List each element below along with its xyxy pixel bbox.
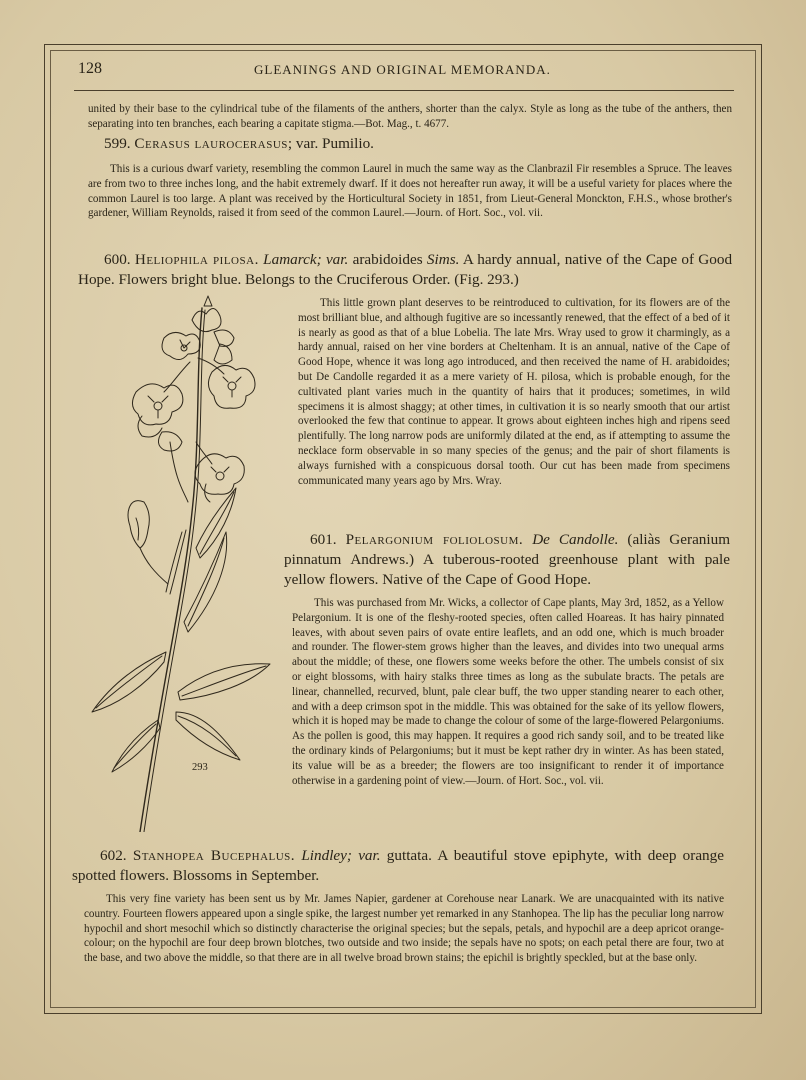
entry-600-authority: Lamarck; var. — [263, 251, 349, 268]
entry-600-body — [298, 296, 730, 488]
running-head: GLEANINGS AND ORIGINAL MEMORANDA. — [254, 62, 551, 77]
entry-599-variety: ; var. Pumilio. — [287, 135, 374, 152]
page-header — [74, 58, 734, 84]
entry-602-variety: guttata. — [386, 847, 432, 864]
header-rule — [74, 90, 734, 91]
intro-text: united by their base to the cylindrical tube of the filaments of the anthers, shorter than the calyx. Style as long as the tube of the anthers, then separating into ten branches, each bearing a capitate stigma.—Bot. Mag., t. 4677. — [88, 103, 732, 130]
entry-599-body — [88, 162, 732, 221]
entry-599-heading — [104, 134, 724, 154]
heliophila-illustration — [84, 292, 298, 832]
leaf-left-icon — [92, 652, 166, 772]
entry-600-name: Heliophila pilosa. — [134, 251, 259, 268]
entry-602-heading — [72, 846, 724, 886]
flower-cluster-icon — [162, 296, 234, 364]
entry-600-description: A hardy annual, native of the Cape of Good Hope. Flowers bright blue. Belongs to the Cruciferous Order. (Fig. 293.) — [78, 251, 733, 288]
entry-602-body — [84, 892, 724, 966]
intro-paragraph — [88, 102, 732, 132]
entry-600-text: This little grown plant deserves to be reintroduced to cultivation, for its flowers are of the most brilliant blue, and although fugitive are so incessantly renewed, that the effect of a bed of it is nearly as good as that of a blue Lobelia. The late Mrs. Wray used to grow it charmingly, as a hardy annual, raised on her vine borders at Cheltenham. It is an annual, native of the Cape of Good Hope, whence it was long ago introduced, and then received the name of H. arabidoides; but De Candolle regarded it as a mere variety of H. pilosa, which is probable enough, for the cultivated plant varies much in the quantity of hairs that it produces; sometimes, in wild specimens it is almost shaggy; at other times, in cultivation it is so nearly smooth that our artist overlooked the few that continue to appear. It grows about eighteen inches high and ripens seed plentifully. The long narrow pods are uniformly dilated at the end, as if attempting to assume the necklace form observable in so many species of the genus; and the pair of short filaments is always furnished with a conspicuous dorsal tooth. Our cut has been made from specimens communicated many years ago by Mrs. Wray. — [298, 297, 730, 487]
entry-602-text: This very fine variety has been sent us by Mr. James Napier, gardener at Corehouse near Lanark. We are unacquainted with its native country. Fourteen flowers appeared upon a single spike, the largest number yet remarked in any Stanhopea. The lip has the peculiar long narrow hypochil and short mesochil which so distinctly characterise the original species; but the sepals, petals, and hypochil are a deep apricot orange-colour; on the hypochil are four deep brown blotches, two outside and two inside; the sepals have no spots; on each petal there are four, two at the base, and two above the middle, so that there are in all twelve broad brown stains; the epichil is brightly speckled, but at the base only. — [84, 893, 724, 965]
entry-601-description: A tuberous-rooted greenhouse plant with pale yellow flowers. Native of the Cape of Good Hope. — [284, 551, 730, 588]
flower-right-icon — [208, 365, 255, 408]
seed-pod-icon — [128, 501, 168, 584]
entry-601-text: This was purchased from Mr. Wicks, a collector of Cape plants, May 3rd, 1852, as a Yellow Pelargonium. It is one of the fleshy-rooted species, often called Hoareas. It has hairy pinnated leaves, with about seven pairs of ovate entire leaflets, and an odd one, which is much broader and rounder. The flower-stem grows higher than the leaves, and divides into two unequal arms about the middle; of these, one flowers some weeks before the other. The umbels consist of six or eight blossoms, with hairy stalks three times as long as the subulate bracts. The petals are linear, channelled, recurved, blunt, pale clear buff, the two upper standing nearer to each other, and with a deep crimson spot in the middle. This was obtained for the sake of its yellow flowers, which it is hoped may be made to change the colour of some of the large-flowered Pelargoniums. As the pollen is good, this may happen. It requires a good rich sandy soil, and to be treated like the ordinary kinds of Pelargoniums; but it must be kept rather dry in winter. As has been stated, its value will be as a breeder; the flowers are too insignificant to render it of importance otherwise in a gardening point of view.—Journ. of Hort. Soc., vol. vii. — [292, 597, 724, 787]
entry-600-variety-authority: Sims. — [426, 251, 460, 268]
entry-601-number: 601. — [310, 531, 337, 548]
entry-602-number: 602. — [100, 847, 127, 864]
entry-602-description: A beautiful stove epiphyte, with deep orange spotted flowers. Blossoms in September. — [72, 847, 724, 884]
entry-601-body — [292, 596, 724, 788]
entry-602-name: Stanhopea Bucephalus. — [132, 847, 296, 864]
flower-left-icon — [132, 384, 182, 451]
page-number: 128 — [78, 60, 102, 77]
entry-600-heading — [78, 250, 732, 290]
entry-601-authority: De Candolle. — [532, 531, 619, 548]
flower-lower-icon — [195, 454, 244, 502]
entry-601-heading — [284, 530, 730, 590]
entry-599-text: This is a curious dwarf variety, resembling the common Laurel in much the same way as the Clanbrazil Fir resembles a Spruce. The leaves are from two to three inches long, and the habit extremely dwarf. If it does not hereafter run away, it will be a useful variety for places where the common Laurel is too large. A plant was received by the Horticultural Society in 1851, from Lieut-General Monckton, F.H.S., whose brother's gardener, William Reynolds, raised it from seed of the common Laurel.—Journ. of Hort. Soc., vol. vii. — [88, 163, 732, 220]
figure-label: 293 — [192, 762, 208, 773]
entry-601-alias: (aliàs Geranium pinnatum Andrews.) — [284, 531, 731, 568]
entry-599-number: 599. — [104, 135, 131, 152]
entry-602-authority: Lindley; var. — [301, 847, 381, 864]
entry-600-number: 600. — [104, 251, 131, 268]
entry-601-name: Pelargonium foliolosum. — [345, 531, 524, 548]
entry-600-variety: arabidoides — [352, 251, 423, 268]
entry-599-name: Cerasus laurocerasus — [134, 135, 288, 152]
